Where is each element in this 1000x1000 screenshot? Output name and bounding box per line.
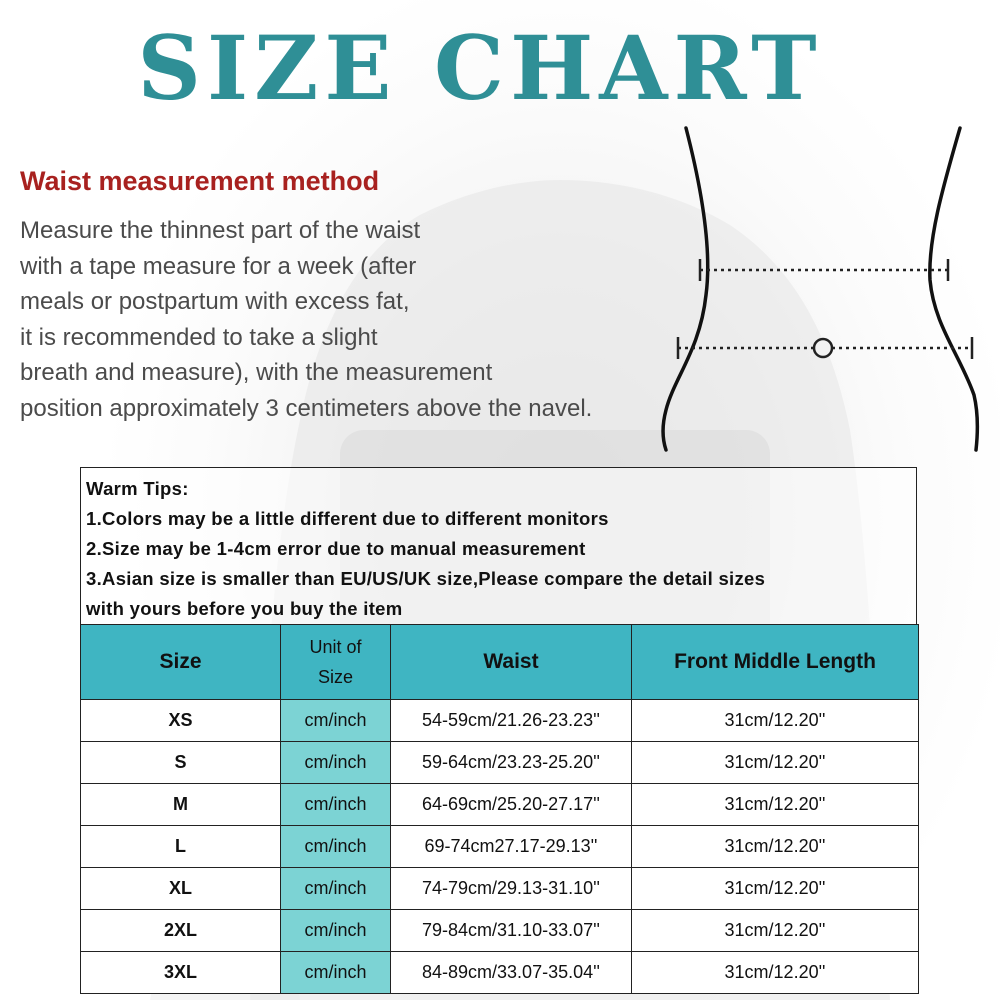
method-line: Measure the thinnest part of the waist	[20, 217, 421, 244]
unit-cell: cm/inch	[281, 784, 391, 826]
unit-cell: cm/inch	[281, 826, 391, 868]
front-length-column-header: Front Middle Length	[632, 625, 919, 700]
measurement-method-text	[20, 213, 680, 426]
unit-header-line: Unit of	[309, 637, 362, 657]
method-line: with a tape measure for a week (after	[20, 252, 417, 280]
size-cell: XL	[81, 868, 281, 910]
table-header-row	[81, 625, 919, 700]
waist-column-header: Waist	[391, 625, 632, 700]
waist-cell: 79-84cm/31.10-33.07''	[391, 910, 632, 952]
page-title: SIZE CHART	[137, 16, 823, 120]
waist-cell: 64-69cm/25.20-27.17''	[391, 784, 632, 826]
method-line: position approximately 3 centimeters above the navel.	[20, 394, 593, 422]
unit-cell: cm/inch	[281, 868, 391, 910]
table-row	[81, 784, 919, 826]
length-cell: 31cm/12.20''	[632, 826, 919, 868]
table-row	[81, 742, 919, 784]
waist-cell: 54-59cm/21.26-23.23''	[391, 700, 632, 742]
length-cell: 31cm/12.20''	[632, 742, 919, 784]
size-cell: XS	[81, 700, 281, 742]
unit-cell: cm/inch	[281, 700, 391, 742]
body-outline-left	[663, 128, 708, 450]
waist-cell: 59-64cm/23.23-25.20''	[391, 742, 632, 784]
size-column-header: Size	[81, 625, 281, 700]
tip-item: with yours before you buy the item	[86, 598, 403, 619]
waist-cell: 69-74cm27.17-29.13''	[391, 826, 632, 868]
upper-measure-line	[700, 259, 948, 281]
unit-cell: cm/inch	[281, 910, 391, 952]
size-cell: L	[81, 826, 281, 868]
table-row	[81, 952, 919, 994]
length-cell: 31cm/12.20''	[632, 700, 919, 742]
waist-cell: 74-79cm/29.13-31.10''	[391, 868, 632, 910]
tip-item: 3.Asian size is smaller than EU/US/UK size,Please compare the detail sizes	[86, 568, 766, 589]
size-cell: M	[81, 784, 281, 826]
unit-column-header	[281, 625, 391, 700]
tip-item: 1.Colors may be a little different due to different monitors	[86, 508, 609, 529]
table-row	[81, 868, 919, 910]
size-cell: 2XL	[81, 910, 281, 952]
navel-marker	[814, 339, 832, 357]
method-line: it is recommended to take a slight	[20, 323, 378, 351]
size-cell: S	[81, 742, 281, 784]
table-row	[81, 826, 919, 868]
measurement-method-heading: Waist measurement method	[20, 166, 380, 196]
body-outline-right	[930, 128, 978, 450]
unit-cell: cm/inch	[281, 742, 391, 784]
lower-measure-line	[678, 337, 972, 359]
size-table	[80, 624, 919, 994]
waist-measurement-diagram	[660, 120, 990, 455]
method-line: meals or postpartum with excess fat,	[20, 288, 410, 315]
length-cell: 31cm/12.20''	[632, 910, 919, 952]
unit-header-line: Size	[317, 667, 353, 687]
unit-cell: cm/inch	[281, 952, 391, 994]
waist-cell: 84-89cm/33.07-35.04''	[391, 952, 632, 994]
warm-tips-box	[80, 467, 917, 624]
method-line: breath and measure), with the measurement	[20, 359, 493, 386]
table-row	[81, 910, 919, 952]
table-row	[81, 700, 919, 742]
length-cell: 31cm/12.20''	[632, 784, 919, 826]
length-cell: 31cm/12.20''	[632, 952, 919, 994]
size-cell: 3XL	[81, 952, 281, 994]
length-cell: 31cm/12.20''	[632, 868, 919, 910]
tips-heading: Warm Tips:	[86, 478, 189, 499]
tip-item: 2.Size may be 1-4cm error due to manual measurement	[86, 538, 586, 559]
